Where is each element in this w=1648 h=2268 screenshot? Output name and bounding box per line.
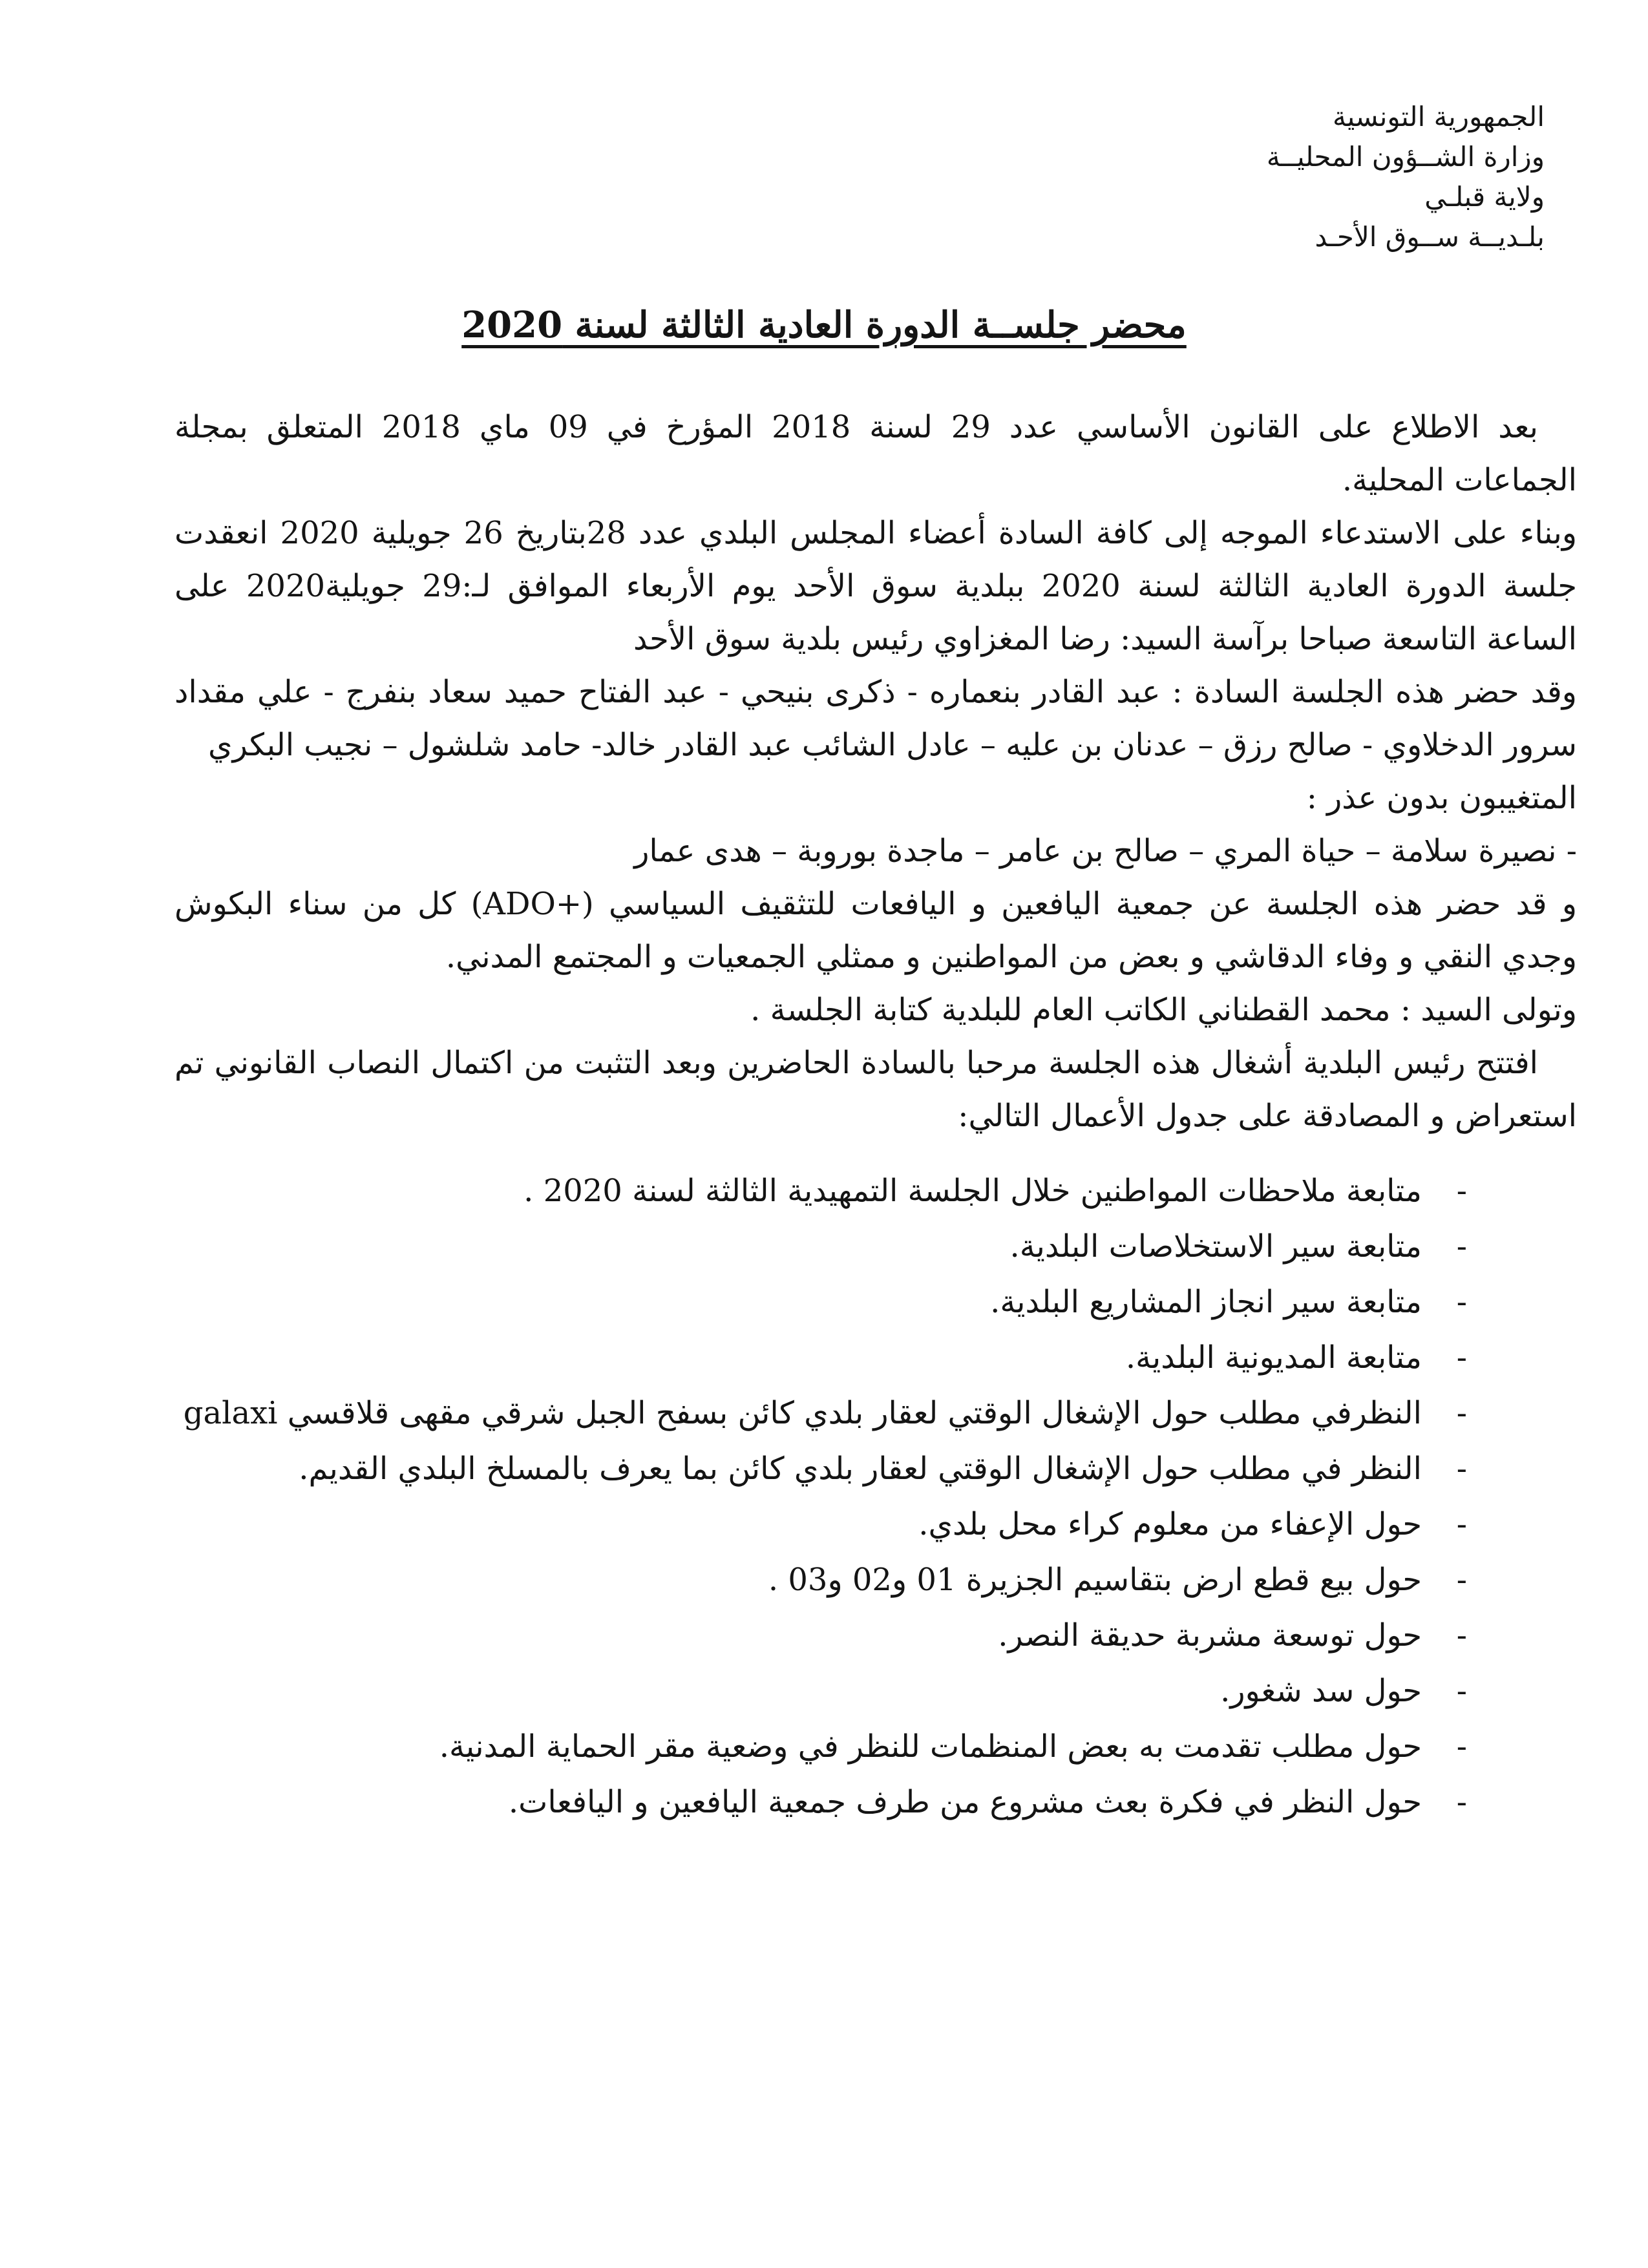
agenda-item: -حول سد شغور. (174, 1663, 1467, 1719)
document-title: محضر جلســة الدورة العادية الثالثة لسنة 2020 (461, 304, 1187, 346)
letterhead-line-municipality: بلـديــة ســوق الأحـد (1315, 221, 1545, 253)
bullet-dash: - (1456, 1784, 1467, 1820)
bullet-dash: - (1456, 1506, 1467, 1542)
letterhead-line-governorate: ولاية قبلـي (1424, 181, 1545, 213)
agenda-item: -متابعة ملاحظات المواطنين خلال الجلسة التمهيدية الثالثة لسنة 2020 . (174, 1163, 1467, 1219)
bullet-dash: - (1456, 1228, 1467, 1265)
agenda-item: -حول الإعفاء من معلوم كراء محل بلدي. (174, 1496, 1467, 1552)
letterhead (1267, 97, 1545, 257)
letterhead-line-ministry: وزارة الشــؤون المحليــة (1266, 141, 1545, 173)
bullet-dash: - (1456, 1173, 1467, 1209)
bullet-dash: - (1456, 1728, 1467, 1765)
bullet-dash: - (1456, 1451, 1467, 1487)
paragraph-civil-society: و قد حضر هذه الجلسة عن جمعية اليافعين و اليافعات للتثقيف السياسي (+ADO) كل من سناء البكوش وجدي النقي و وفاء الدقاشي و بعض من المواطنين و ممثلي الجمعيات و المجتمع المدني. (174, 886, 1578, 975)
agenda-item: -حول مطلب تقدمت به بعض المنظمات للنظر في وضعية مقر الحماية المدنية. (174, 1719, 1467, 1774)
paragraph-absentees-heading: المتغيبون بدون عذر : (1306, 780, 1577, 816)
paragraph-absentees-list: - نصيرة سلامة – حياة المري – صالح بن عامر – ماجدة بوروبة – هدى عمار (634, 833, 1577, 869)
bullet-dash: - (1456, 1284, 1467, 1320)
paragraph-session-convening: وبناء على الاستدعاء الموجه إلى كافة السادة أعضاء المجلس البلدي عدد 28بتاريخ 26 جويلية 2020 انعقدت جلسة الدورة العادية الثالثة لسنة 2020 ببلدية سوق الأحد يوم الأربعاء الموافق لـ:29 جويلية2020 على الساعة التاسعة صباحا برآسة السيد: رضا المغزاوي رئيس بلدية سوق الأحد (174, 515, 1578, 657)
bullet-dash: - (1456, 1673, 1467, 1709)
agenda-item: -متابعة سير الاستخلاصات البلدية. (174, 1219, 1467, 1274)
letterhead-line-republic: الجمهورية التونسية (1333, 101, 1545, 132)
agenda-list (174, 1163, 1467, 1830)
bullet-dash: - (1456, 1617, 1467, 1654)
agenda-item: -حول النظر في فكرة بعث مشروع من طرف جمعية اليافعين و اليافعات. (174, 1774, 1467, 1830)
agenda-item: -النظر في مطلب حول الإشغال الوقتي لعقار بلدي كائن بما يعرف بالمسلخ البلدي القديم. (174, 1441, 1467, 1496)
bullet-dash: - (1456, 1562, 1467, 1598)
document-body (174, 401, 1577, 1142)
agenda-item: -النظرفي مطلب حول الإشغال الوقتي لعقار بلدي كائن بسفح الجبل شرقي مقهى قلاقسي galaxi (174, 1385, 1467, 1441)
agenda-item: -حول توسعة مشربة حديقة النصر. (174, 1608, 1467, 1663)
agenda-item: -متابعة المديونية البلدية. (174, 1330, 1467, 1385)
paragraph-attendees: وقد حضر هذه الجلسة السادة : عبد القادر بنعماره - ذكرى بنيحي - عبد الفتاح حميد سعاد بنفرج - علي مقداد سرور الدخلاوي - صالح رزق – عدنان بن عليه – عادل الشائب عبد القادر خالد- حامد شلشول – نجيب البكري (174, 674, 1577, 763)
paragraph-legal-reference: بعد الاطلاع على القانون الأساسي عدد 29 لسنة 2018 المؤرخ في 09 ماي 2018 المتعلق بمجلة الجماعات المحلية. (174, 409, 1577, 498)
agenda-item: -متابعة سير انجاز المشاريع البلدية. (174, 1274, 1467, 1330)
bullet-dash: - (1456, 1339, 1467, 1376)
bullet-dash: - (1456, 1395, 1467, 1431)
paragraph-opening: افتتح رئيس البلدية أشغال هذه الجلسة مرحبا بالسادة الحاضرين وبعد التثبت من اكتمال النصاب القانوني تم استعراض و المصادقة على جدول الأعمال التالي: (174, 1045, 1577, 1134)
agenda-item: -حول بيع قطع ارض بتقاسيم الجزيرة 01 و02 و03 . (174, 1552, 1467, 1608)
paragraph-secretary: وتولى السيد : محمد القطناني الكاتب العام للبلدية كتابة الجلسة . (750, 992, 1577, 1028)
